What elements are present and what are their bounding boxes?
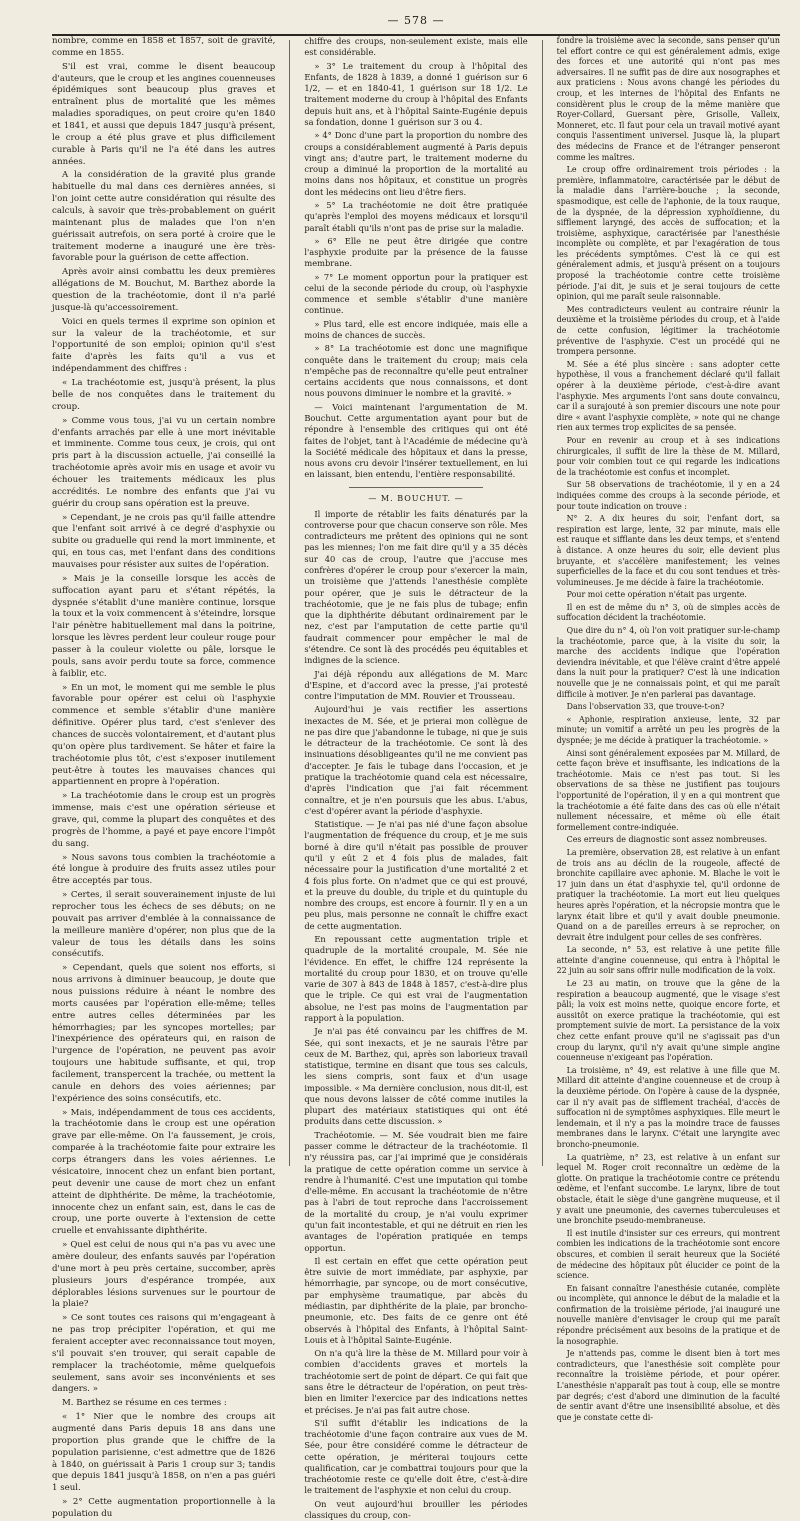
paragraph: » Mais je la conseille lorsque les accès de suffocation ayant paru et s'étant répétés, la dyspnée s'établit d'une manière continue, lorsque la toux et la voix commencent à s'éteindre, lorsque l'air pénètre habituellement mal dans la poitrine, lorsque les lèvres perdent leur couleur rouge pour passer à la couleur violette ou pâle, lorsque le pouls, sans avoir perdu toute sa force, commence à faiblir, etc. <box>52 573 276 679</box>
paragraph: « 1° Nier que le nombre des croups ait augmenté dans Paris depuis 18 ans dans une proportion plus grande que le chiffre de la population parisienne, c'est admettre que de 1826 à 1840, on guérissait à Paris 1 croup sur 3; tandis que depuis 1841 jusqu'à 1858, on n'en a pas guéri 1 seul. <box>52 1412 276 1494</box>
columns <box>52 36 780 1521</box>
paragraph: Je n'ai pas été convaincu par les chiffres de M. Sée, qui sont inexacts, et je ne saurais l'être par ceux de M. Barthez, qui, après son laborieux travail statistique, termine en disant que tous ses calculs, les siens compris, sont faux et d'un usage impossible. « Ma dernière conclusion, nous dit-il, est que nous devons laisser de côté comme inutiles la plupart des matériaux statistiques qui ont été produits dans cette discussion. » <box>304 1026 528 1127</box>
paragraph: » Comme vous tous, j'ai vu un certain nombre d'enfants arrachés par elle à une mort inévitable et imminente. Comme tous ceux, je crois, qui ont pris part à la discussion actuelle, j'ai conseillé la trachéotomie après avoir mis en usage et avoir vu échouer les traitements médicaux les plus accrédités. Le nombre des enfants que j'ai vu guérir du croup sans opération est la preuve. <box>52 415 276 509</box>
paragraph: Pour moi cette opération n'était pas urgente. <box>566 590 747 600</box>
column-divider <box>542 40 543 1166</box>
paragraph: » Ce sont toutes ces raisons qui m'engageant à ne pas trop précipiter l'opération, et qui me feraient accepter avec reconnaissance tout moyen, s'il pouvait s'en trouver, qui serait capable de remplacer la trachéotomie, même quelquefois seulement, sans avoir ses inconvénients et ses dangers. » <box>52 1313 276 1395</box>
paragraph: » Certes, il serait souverainement injuste de lui reprocher tous les échecs de ses débuts; on ne pouvait pas arriver d'emblée à la connaissance de la meilleure manière d'opérer, non plus que de la valeur de tous les détails dans les soins consécutifs. <box>52 890 276 960</box>
paragraph: M. Sée a été plus sincère : sans adopter cette hypothèse, il vous a franchement déclaré qu'il fallait opérer à la deuxième période, c'est-à-dire avant l'asphyxie. Mes arguments l'ont sans doute convaincu, car il a surajouté à son premier discours une note pour dire « avant l'asphyxie complète, » note qui ne change rien aux termes trop explicites de sa pensée. <box>556 359 780 433</box>
paragraph: Le croup offre ordinairement trois périodes : la première, inflammatoire, caractérisée par le début de la maladie dans l'arrière-bouche ; la seconde, spasmodique, est celle de l'aphonie, de la toux rauque, de la dyspnée, de la dépression xyphoïdienne, du sifflement laryngé, des accès de suffocation; et la troisième, asphyxique, caractérisée par l'anesthésie incomplète ou complète, et par l'exagération de tous les précédents symptômes. C'est là ce qui est généralement admis, et jusqu'à présent on a toujours proposé la trachéotomie contre cette troisième période. J'ai dit, je suis et je serai toujours de cette opinion, qui me paraît seule raisonnable. <box>556 165 780 302</box>
paragraph: Dans l'observation 33, que trouve-t-on? <box>566 702 725 712</box>
author-signature: — M. BOUCHUT. — <box>368 493 464 503</box>
paragraph: Il en est de même du n° 3, où de simples accès de suffocation décident la trachéotomie. <box>556 602 780 623</box>
paragraph: Après avoir ainsi combattu les deux premières allégations de M. Bouchut, M. Barthez aborde la question de la trachéotomie, dont il n'a parlé jusque-là qu'accessoirement. <box>52 267 276 313</box>
paragraph: » Quel est celui de nous qui n'a pas vu avec une amère douleur, des enfants sauvés par l'opération d'une mort à peu près certaine, succomber, après plusieurs jours d'espérance trompée, aux déplorables lésions survenues sur le pourtour de la plaie? <box>52 1240 276 1310</box>
paragraph: » Cependant, je ne crois pas qu'il faille attendre que l'enfant soit arrivé à ce degré d'asphyxie ou subite ou graduelle qui rend la mort imminente, et qui, en tous cas, met l'enfant dans des conditions mauvaises pour résister aux suites de l'opération. <box>52 512 276 570</box>
paragraph: » Nous savons tous combien la trachéotomie a été longue à produire des fruits assez utiles pour être acceptés par tous. <box>52 852 276 887</box>
paragraph: Il importe de rétablir les faits dénaturés par la controverse pour que chacun conserve son rôle. Mes contradicteurs me prêtent des opinions qui ne sont pas les miennes; l'on me fait dire qu'il y a 35 décès sur 40 cas de croup, l'autre que j'accuse mes confrères d'opérer le croup pour s'exercer la main, un troisième que j'attends l'anesthésie complète pour opérer, que je suis le détracteur de la trachéotomie, que je ne fais plus de tubage; enfin que la diphthérite débutant ordinairement par le nez, c'est par l'amputation de cette partie qu'il faudrait commencer pour empêcher le mal de s'étendre. Ce sont là des procédés peu équitables et indignes de la science. <box>304 508 528 666</box>
paragraph: » 2° Cette augmentation proportionnelle à la population du <box>52 1497 276 1519</box>
paragraph: chiffre des croups, non-seulement existe, mais elle est considérable. <box>304 36 528 58</box>
paragraph: Le 23 au matin, on trouve que la gêne de la respiration a beaucoup augmenté, que le visage s'est pâli; la voix est moins nette, quoique encore forte, et aussitôt on exerce pratique la trachéotomie, qui est promptement suivie de mort. La persistance de la voix chez cette enfant prouve qu'il ne s'agissait pas d'un croup du larynx, qu'il n'y avait qu'une simple angine couenneuse n'exigeant pas l'opération. <box>556 979 780 1063</box>
paragraph: Sur 58 observations de trachéotomie, il y en a 24 indiquées comme des croups à la seconde période, et pour toute indication on trouve : <box>556 480 780 511</box>
column-3 <box>556 36 780 1422</box>
paragraph: Que dire du n° 4, où l'on voit pratiquer sur-le-champ la trachéotomie, parce que, à la visite du soir, la marche des accidents indique que l'opération deviendra inévitable, et que l'élève craint d'être appelé dans la nuit pour la pratiquer? C'est là une indication nouvelle que je ne connaissais point, et qui me paraît difficile à motiver. Je n'en parlerai pas davantage. <box>556 626 780 699</box>
column-1 <box>52 36 276 1519</box>
paragraph: Je n'attends pas, comme le disent bien à tort mes contradicteurs, que l'anesthésie soit complète pour reconnaître la troisième période, et pour opérer. L'anesthésie n'apparaît pas tout à coup, elle se montre par degrés; c'est d'abord une diminution de la faculté de sentir avant d'être une insensibilité absolue, et dès que je constate cette di- <box>556 1349 780 1422</box>
paragraph: Trachéotomie. — M. Sée voudrait bien me faire passer comme le détracteur de la trachéotomie. Il n'y réussira pas, car j'ai imprimé que je considérais la pratique de cette opération comme un service à rendre à l'humanité. C'est une imputation qui tombe d'elle-même. En accusant la trachéotomie de n'être pas à l'abri de tout reproche dans l'accroissement de la mortalité du croup, je n'ai voulu exprimer qu'un fait incontestable, et qui ne détruit en rien les avantages de l'opération pratiquée en temps opportun. <box>304 1129 528 1253</box>
paragraph: En repoussant cette augmentation triple et quadruple de la mortalité croupale, M. Sée nie l'évidence. En effet, le chiffre 124 représente la mortalité du croup pour 1830, et on trouve qu'elle varie de 307 à 843 de 1848 à 1857, c'est-à-dire plus que le triple. Ce qui est vrai de l'augmentation absolue, ne l'est pas moins de l'augmentation par rapport à la population. <box>304 933 528 1023</box>
paragraph: » 5° La trachéotomie ne doit être pratiquée qu'après l'emploi des moyens médicaux et lorsqu'il paraît établi qu'ils n'ont pas de prise sur la maladie. <box>304 199 528 233</box>
paragraph: » Mais, indépendamment de tous ces accidents, la trachéotomie dans le croup est une opération grave par elle-même. On l'a faussement, je crois, comparée à la trachéotomie faite pour extraire les corps étrangers dans les voies aériennes. Le vésicatoire, innocent chez un enfant bien portant, peut devenir une cause de mort chez un enfant atteint de diphthérite. De même, la trachéotomie, innocente chez un enfant sain, est, dans le cas de croup, une porte ouverte à l'extension de cette cruelle et envahissante diphthérite. <box>52 1107 276 1237</box>
paragraph: N° 2. A dix heures du soir, l'enfant dort, sa respiration est large, lente, 32 par minute, mais elle est rauque et sifflante dans les deux temps, et s'entend à distance. A onze heures du soir, elle devient plus bruyante, et s'accélère manifestement; les veines superficielles de la face et du cou sont tendues et très-volumineuses. Je me décide à faire la trachéotomie. <box>556 514 780 587</box>
paragraph: S'il est vrai, comme le disent beaucoup d'auteurs, que le croup et les angines couenneuses épidémiques sont beaucoup plus graves et entraînent plus de mortalité que les mêmes maladies sporadiques, on peut croire qu'en 1840 et 1841, et aussi que depuis 1847 jusqu'à présent, le croup a été plus grave et plus difficilement curable à Paris qu'il ne l'a été dans les autres années. <box>52 61 276 167</box>
paragraph: » 6° Elle ne peut être dirigée que contre l'asphyxie produite par la présence de la fausse membrane. <box>304 235 528 269</box>
page-number: — 578 — <box>387 14 445 27</box>
paragraph: Ainsi sont généralement exposées par M. Millard, de cette façon brève et insuffisante, les indications de la trachéotomie. Mais ce n'est pas tout. Si les observations de sa thèse ne justifient pas toujours l'opportunité de l'opération, il y en a qui montrent que la trachéotomie a été faite dans des cas où elle n'était nullement nécessaire, et même où elle était formellement contre-indiquée. <box>556 748 780 832</box>
section-rule <box>349 487 483 488</box>
paragraph: » La trachéotomie dans le croup est un progrès immense, mais c'est une opération sérieuse et grave, qui, comme la plupart des conquêtes et des progrès de l'homme, a payé et paye encore l'impôt du sang. <box>52 791 276 849</box>
paragraph: Il est certain en effet que cette opération peut être suivie de mort immédiate, par asphyxie, par hémorrhagie, par syncope, ou de mort consécutive, par emphysème traumatique, par abcès du médiastin, par diphthérite de la plaie, par broncho-pneumonie, etc. Des faits de ce genre ont été observés à l'hôpital des Enfants, à l'hôpital Saint-Louis et à l'hôpital Sainte-Eugénie. <box>304 1255 528 1345</box>
paragraph: nombre, comme en 1858 et 1857, soit de gravité, comme en 1855. <box>52 36 276 58</box>
paragraph: fondre la troisième avec la seconde, sans penser qu'un tel effort contre ce qui est généralement admis, exige des forces et une autorité qui n'ont pas mes adversaires. Il ne suffit pas de dire aux nosographes et aux praticiens : Nous avons changé les périodes du croup, et les internes de l'hôpital des Enfants ne considèrent plus le croup de la même manière que Royer-Collard, Guersant père, Grisolle, Valleix, Monneret, etc. Il faut pour cela un travail motivé ayant conquis l'assentiment universel. Jusque là, la plupart des médecins de France et de l'étranger penseront comme les maîtres. <box>556 36 780 162</box>
paragraph: « La trachéotomie est, jusqu'à présent, la plus belle de nos conquêtes dans le traitement du croup. <box>52 378 276 412</box>
paragraph: Statistique. — Je n'ai pas nié d'une façon absolue l'augmentation de fréquence du croup, et je me suis borné à dire qu'il n'était pas possible de prouver qu'il y eût 2 et 4 fois plus de malades, fait nécessaire pour la justification d'une mortalité 2 et 4 fois plus forte. On n'admet que ce qui est prouvé, et la preuve du double, du triple et du quintuple du nombre des croups, est encore à fournir. Il y en a un peu plus, mais personne ne connaît le chiffre exact de cette augmentation. <box>304 819 528 931</box>
paragraph: Aujourd'hui je vais rectifier les assertions inexactes de M. Sée, et je prierai mon collègue de ne pas dire que j'abandonne le tubage, ni que je suis le détracteur de la trachéotomie. Ce sont là des insinuations désobligeantes qu'il ne me convient pas d'accepter. Je fais le tubage dans l'occasion, et je pratique la trachéotomie quand cela est nécessaire, d'après l'indication que j'ai fait récemment connaître, et je n'en poursuis que les abus. L'abus, c'est d'opérer avant la période d'asphyxie. <box>304 704 528 816</box>
paragraph: Il est inutile d'insister sur ces erreurs, qui montrent combien les indications de la trachéotomie sont encore obscures, et combien il serait heureux que la Société de médecine des hôpitaux pût élucider ce point de la science. <box>556 1228 780 1281</box>
paragraph: M. Barthez se résume en ces termes : <box>62 1398 227 1409</box>
column-2-part-2 <box>304 509 527 1521</box>
paragraph: « Aphonie, respiration anxieuse, lente, 32 par minute; un vomitif a arrêté un peu les progrès de la dyspnée; je me décide à pratiquer la trachéotomie. » <box>556 714 780 745</box>
paragraph: » Cependant, quels que soient nos efforts, si nous arrivons à diminuer beaucoup, je doute que nous puissions réduire à néant le nombre des morts causées par l'opération elle-même; telles entre autres celles déterminées par les hémorrhagies; par les syncopes mortelles; par l'inexpérience des opérateurs qui, en raison de l'urgence de l'opération, ne peuvent pas avoir toujours une habitude suffisante, et qui, trop facilement, transpercent la trachée, ou mettent la canule en dehors des voies aériennes; par l'expérience des soins consécutifs, etc. <box>52 963 276 1104</box>
paragraph: En faisant connaître l'anesthésie cutanée, complète ou incomplète, qui annonce le début de la maladie et la confirmation de la troisième période, j'ai inauguré une nouvelle manière d'envisager le croup qui me paraît répondre précisément aux besoins de la pratique et de la nosographie. <box>556 1283 780 1346</box>
paragraph: Pour en revenir au croup et à ses indications chirurgicales, il suffit de lire la thèse de M. Millard, pour voir combien tout ce qui regarde les indications de la trachéotomie est confus et incomplet. <box>556 435 780 477</box>
paragraph: S'il suffit d'établir les indications de la trachéotomie d'une façon contraire aux vues de M. Sée, pour être considéré comme le détracteur de cette opération, je mériterai toujours cette qualification, car je combattrai toujours pour que la trachéotomie reste ce qu'elle doit être, c'est-à-dire le traitement de l'asphyxie et non celui du croup. <box>304 1417 528 1496</box>
paragraph: — Voici maintenant l'argumentation de M. Bouchut. Cette argumentation ayant pour but de répondre à l'ensemble des critiques qui ont été faites de l'objet, tant à l'Académie de médecine qu'à la Société médicale des hôpitaux et dans la presse, nous avons cru devoir l'insérer textuellement, en lui en laissant, bien entendu, l'entière responsabilité. <box>304 401 528 480</box>
paragraph: » 4° Donc d'une part la proportion du nombre des croups a considérablement augmenté à Paris depuis vingt ans; d'autre part, le traitement moderne du croup a diminué la proportion de la mortalité au moins dans nos hôpitaux, et constitue un progrès dont les médecins ont lieu d'être fiers. <box>304 130 528 197</box>
paragraph: Ces erreurs de diagnostic sont assez nombreuses. <box>566 835 768 845</box>
paragraph: La seconde, n° 53, est relative à une petite fille atteinte d'angine couenneuse, qui entra à l'hôpital le 22 juin au soir sans offrir nulle modification de la voix. <box>556 945 780 976</box>
paragraph: » 7° Le moment opportun pour la pratiquer est celui de la seconde période du croup, où l'asphyxie commence et semble s'établir d'une manière continue. <box>304 271 528 316</box>
paragraph: On veut aujourd'hui brouiller les périodes classiques du croup, con- <box>304 1498 528 1521</box>
paragraph: » En un mot, le moment qui me semble le plus favorable pour opérer est celui où l'asphyxie commence et semble s'établir d'une manière définitive. Opérer plus tard, c'est s'enlever des chances de succès volontairement, et d'autant plus qu'on opère plus tardivement. Se hâter et faire la trachéotomie plus tôt, c'est s'exposer inutilement peut-être à toutes les mauvaises chances qui appartiennent en propre à l'opération. <box>52 682 276 788</box>
paragraph: On n'a qu'à lire la thèse de M. Millard pour voir à combien d'accidents graves et mortels la trachéotomie sert de point de départ. Ce qui fait que sans être le détracteur de l'opération, on peut très-bien en limiter l'exercice par des indications nettes et précises. Je n'ai pas fait autre chose. <box>304 1348 528 1415</box>
paragraph: J'ai déjà répondu aux allégations de M. Marc d'Espine, et d'accord avec la presse, j'ai protesté contre l'imputation de MM. Rouvier et Trousseau. <box>304 668 528 702</box>
paragraph: La troisième, n° 49, est relative à une fille que M. Millard dit atteinte d'angine couenneuse et de croup à la deuxième période. On l'opère à cause de la dyspnée, car il n'y avait pas de sifflement trachéal, d'accès de suffocation ni de symptômes asphyxiques. Elle meurt le lendemain, et il n'y a pas la moindre trace de fausses membranes dans le larynx. C'était une laryngite avec broncho-pneumonie. <box>556 1065 780 1149</box>
paragraph: La première, observation 28, est relative à un enfant de trois ans au déclin de la rougeole, affecté de bronchite capillaire avec aphonie. M. Blache le voit le 17 juin dans un état d'asphyxie tel, qu'il ordonne de pratiquer la trachéotomie. La mort eut lieu quelques heures après l'opération, et la nécropsie montra que le larynx était libre et qu'il y avait double pneumonie. Quand on a de pareilles erreurs à se reprocher, on devrait être indulgent pour celles de ses confrères. <box>556 847 780 942</box>
paragraph: La quatrième, n° 23, est relative à un enfant sur lequel M. Roger croit reconnaître un œdème de la glotte. On pratique la trachéotomie contre ce prétendu œdème, et l'enfant succombe. Le larynx, libre de tout obstacle, était le siège d'une gangrène muqueuse, et il y avait une pneumonie, des cavernes tuberculeuses et une bronchite pseudo-membraneuse. <box>556 1152 780 1226</box>
paragraph: » 3° Le traitement du croup à l'hôpital des Enfants, de 1828 à 1839, a donné 1 guérison sur 6 1/2, — et en 1840-41, 1 guérison sur 18 1/2. Le traitement moderne du croup à l'hôpital des Enfants depuis huit ans, et à l'hôpital Sainte-Eugénie depuis sa fondation, donne 1 guérison sur 3 ou 4. <box>304 60 528 127</box>
column-divider <box>289 40 290 1166</box>
paragraph: » Plus tard, elle est encore indiquée, mais elle a moins de chances de succès. <box>304 318 528 341</box>
paragraph: A la considération de la gravité plus grande habituelle du mal dans ces dernières années, si l'on joint cette autre considération qui résulte des calculs, à savoir que très-probablement on guérit maintenant plus de malades que l'on n'en guérissait autrefois, on sera porté à croire que le traitement moderne a inauguré une ère très-favorable pour la guérison de cette affection. <box>52 170 276 264</box>
column-2 <box>304 36 528 1521</box>
paragraph: Voici en quels termes il exprime son opinion et sur la valeur de la trachéotomie, et sur l'opportunité de son emploi; opinion qu'il s'est faite d'après les faits qu'il a vus et indépendamment des chiffres : <box>52 316 276 375</box>
column-2-part-1 <box>304 36 527 481</box>
paragraph: » 8° La trachéotomie est donc une magnifique conquête dans le traitement du croup; mais cela n'empêche pas de reconnaître qu'elle peut entraîner certains accidents que nous connaissons, et dont nous pouvons diminuer le nombre et la gravité. » <box>304 343 528 399</box>
paragraph: Mes contradicteurs veulent au contraire réunir la deuxième et la troisième périodes du croup, et à l'aide de cette confusion, légitimer la trachéotomie préventive de l'asphyxie. C'est un procédé qui ne trompera personne. <box>556 304 780 357</box>
